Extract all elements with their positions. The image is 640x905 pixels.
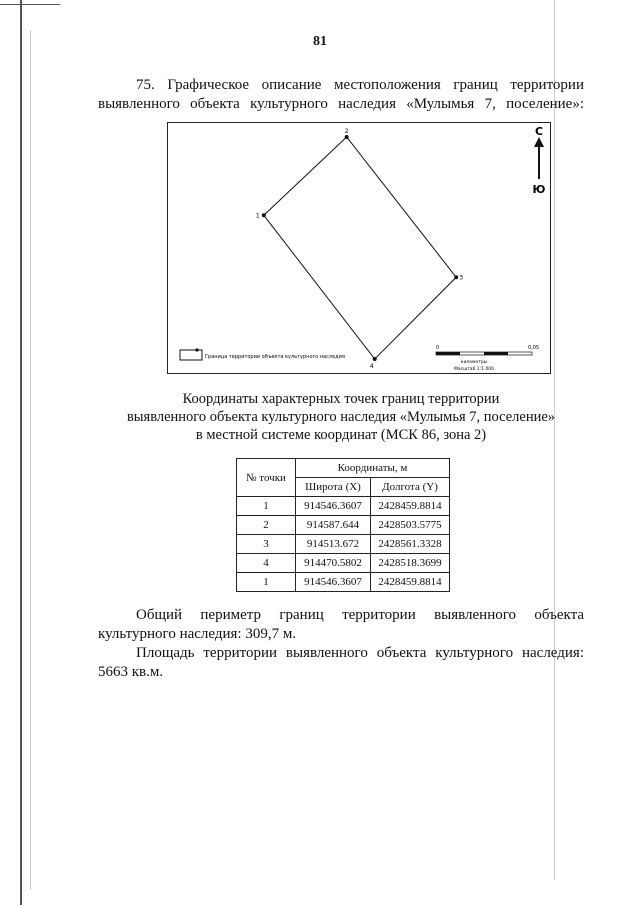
perimeter-line-1: Общий периметр границ территории выявленного объекта — [136, 607, 584, 623]
cell-point: 3 — [237, 535, 296, 554]
boundary-point-label: 1 — [255, 212, 260, 220]
cell-point: 1 — [237, 573, 296, 592]
cell-y: 2428459.8814 — [371, 497, 450, 516]
legend — [180, 348, 345, 360]
header-latitude: Широта (X) — [296, 478, 371, 497]
coordinates-caption — [98, 390, 584, 444]
perimeter-line-2: культурного наследия: 309,7 м. — [98, 626, 297, 642]
boundary-point-label: 3 — [459, 274, 464, 282]
area-line-2: 5663 кв.м. — [98, 664, 164, 680]
boundary-map-canvas — [168, 123, 552, 375]
perimeter-paragraph — [98, 606, 584, 644]
caption-line-1: Координаты характерных точек границ территории — [182, 391, 500, 407]
scale-start-label: 0 — [436, 345, 440, 351]
cell-y: 2428518.3699 — [371, 554, 450, 573]
section-heading — [98, 76, 584, 114]
heading-line-1: 75. Графическое описание местоположения границ территории — [136, 77, 584, 93]
area-line-1: Площадь территории выявленного объекта культурного наследия: — [136, 645, 584, 661]
boundary-point-label: 4 — [369, 363, 374, 370]
cell-point: 4 — [237, 554, 296, 573]
legend-text: Граница территории объекта культурного наследия — [205, 354, 345, 360]
table-row — [237, 497, 450, 516]
page-number: 81 — [313, 34, 327, 49]
cell-x: 914470.5802 — [296, 554, 371, 573]
coordinates-table — [236, 458, 450, 592]
cell-y: 2428561.3328 — [371, 535, 450, 554]
scale-unit-label: километры — [460, 360, 488, 365]
boundary-point-1 — [262, 213, 266, 217]
territory-boundary-line — [264, 137, 456, 359]
boundary-polygon-layer — [256, 128, 463, 370]
table-row — [237, 516, 450, 535]
cell-x: 914546.3607 — [296, 497, 371, 516]
scan-artifact-top — [0, 4, 60, 5]
scan-artifact-left-edge — [20, 0, 22, 905]
heading-line-2: выявленного объекта культурного наследия «Мулымья 7, поселение»: — [98, 96, 584, 112]
cell-x: 914513.672 — [296, 535, 371, 554]
legend-swatch — [180, 350, 202, 360]
north-label: С — [534, 125, 544, 138]
table-row — [237, 573, 450, 592]
scale-text: Масштаб 1:1 000 — [453, 367, 495, 372]
caption-line-2: выявленного объекта культурного наследия «Мулымья 7, поселение» — [126, 409, 556, 425]
header-coordinates: Координаты, м — [296, 459, 450, 478]
boundary-point-4 — [373, 357, 377, 361]
boundary-point-2 — [345, 135, 349, 139]
south-label: Ю — [532, 183, 546, 196]
north-arrow-icon — [534, 137, 544, 179]
cell-point: 2 — [237, 516, 296, 535]
boundary-point-label: 2 — [344, 128, 349, 135]
boundary-map — [167, 122, 551, 374]
caption-line-3: в местной системе координат (МСК 86, зона 2) — [195, 427, 487, 443]
boundary-point-3 — [454, 275, 458, 279]
cell-point: 1 — [237, 497, 296, 516]
cell-x: 914587.644 — [296, 516, 371, 535]
cell-y: 2428503.5775 — [371, 516, 450, 535]
scale-end-label: 0,05 — [528, 345, 540, 351]
cell-y: 2428459.8814 — [371, 573, 450, 592]
header-longitude: Долгота (Y) — [371, 478, 450, 497]
scan-artifact-left — [30, 30, 31, 890]
area-paragraph — [98, 644, 584, 682]
table-row — [237, 535, 450, 554]
cell-x: 914546.3607 — [296, 573, 371, 592]
legend-point-marker — [195, 348, 198, 351]
header-point-number: № точки — [237, 459, 296, 497]
scale-bar — [436, 345, 539, 372]
table-row — [237, 554, 450, 573]
